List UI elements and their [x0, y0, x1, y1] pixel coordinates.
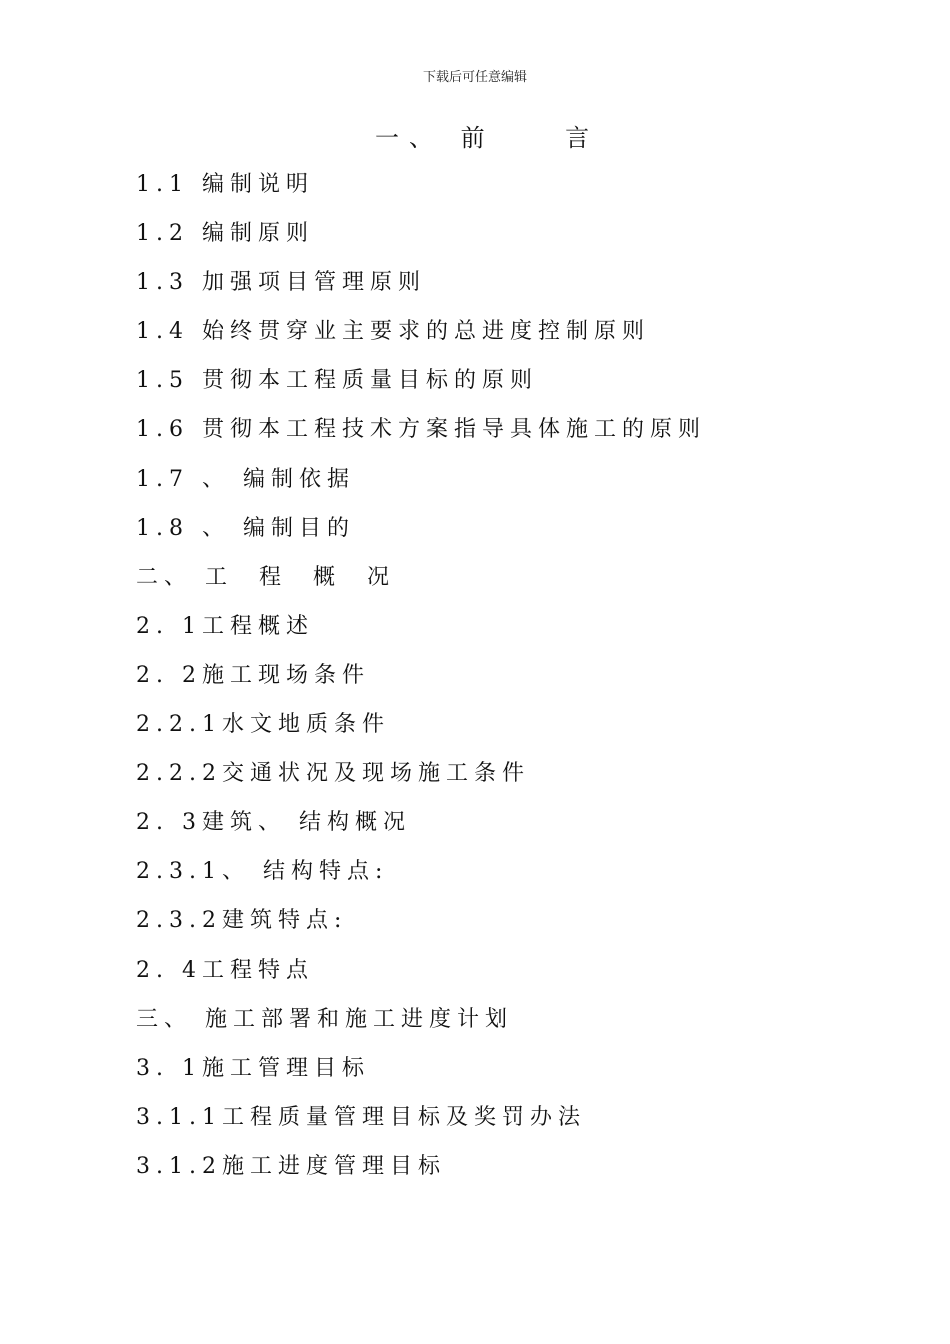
toc-item: 3.1.1工程质量管理目标及奖罚办法: [136, 1104, 586, 1130]
toc-item: 2. 3建筑、 结构概况: [136, 810, 411, 836]
toc-item: 1.2 编制原则: [136, 221, 314, 247]
toc-item: 1.8 、 编制目的: [136, 515, 355, 541]
toc-item: 2. 2施工现场条件: [136, 662, 370, 688]
toc-item: 2.3.2建筑特点:: [136, 908, 348, 934]
toc-item: 2.2.1水文地质条件: [136, 712, 390, 738]
toc-item: 2.3.1、 结构特点:: [136, 859, 389, 885]
toc-item: 1.6 贯彻本工程技术方案指导具体施工的原则: [136, 417, 706, 443]
toc-item: 3.1.2施工进度管理目标: [136, 1153, 446, 1179]
toc-item: 1.3 加强项目管理原则: [136, 270, 426, 296]
toc-item: 2.2.2交通状况及现场施工条件: [136, 761, 530, 787]
toc-heading: 三、 施工部署和施工进度计划: [136, 1006, 513, 1032]
toc-item: 3. 1施工管理目标: [136, 1055, 370, 1081]
toc-item: 1.1 编制说明: [136, 172, 314, 197]
section-title: 一、 前 言: [375, 124, 600, 152]
toc-item: 1.5 贯彻本工程质量目标的原则: [136, 368, 538, 394]
toc-item: 1.7 、 编制依据: [136, 466, 355, 492]
page-header-note: 下载后可任意编辑: [422, 70, 527, 85]
table-of-contents: [136, 168, 706, 1199]
toc-heading: 二、 工 程 概 况: [136, 564, 395, 590]
toc-item: 1.4 始终贯穿业主要求的总进度控制原则: [136, 319, 650, 345]
toc-item: 2. 4工程特点: [136, 957, 314, 983]
toc-item: 2. 1工程概述: [136, 613, 314, 639]
